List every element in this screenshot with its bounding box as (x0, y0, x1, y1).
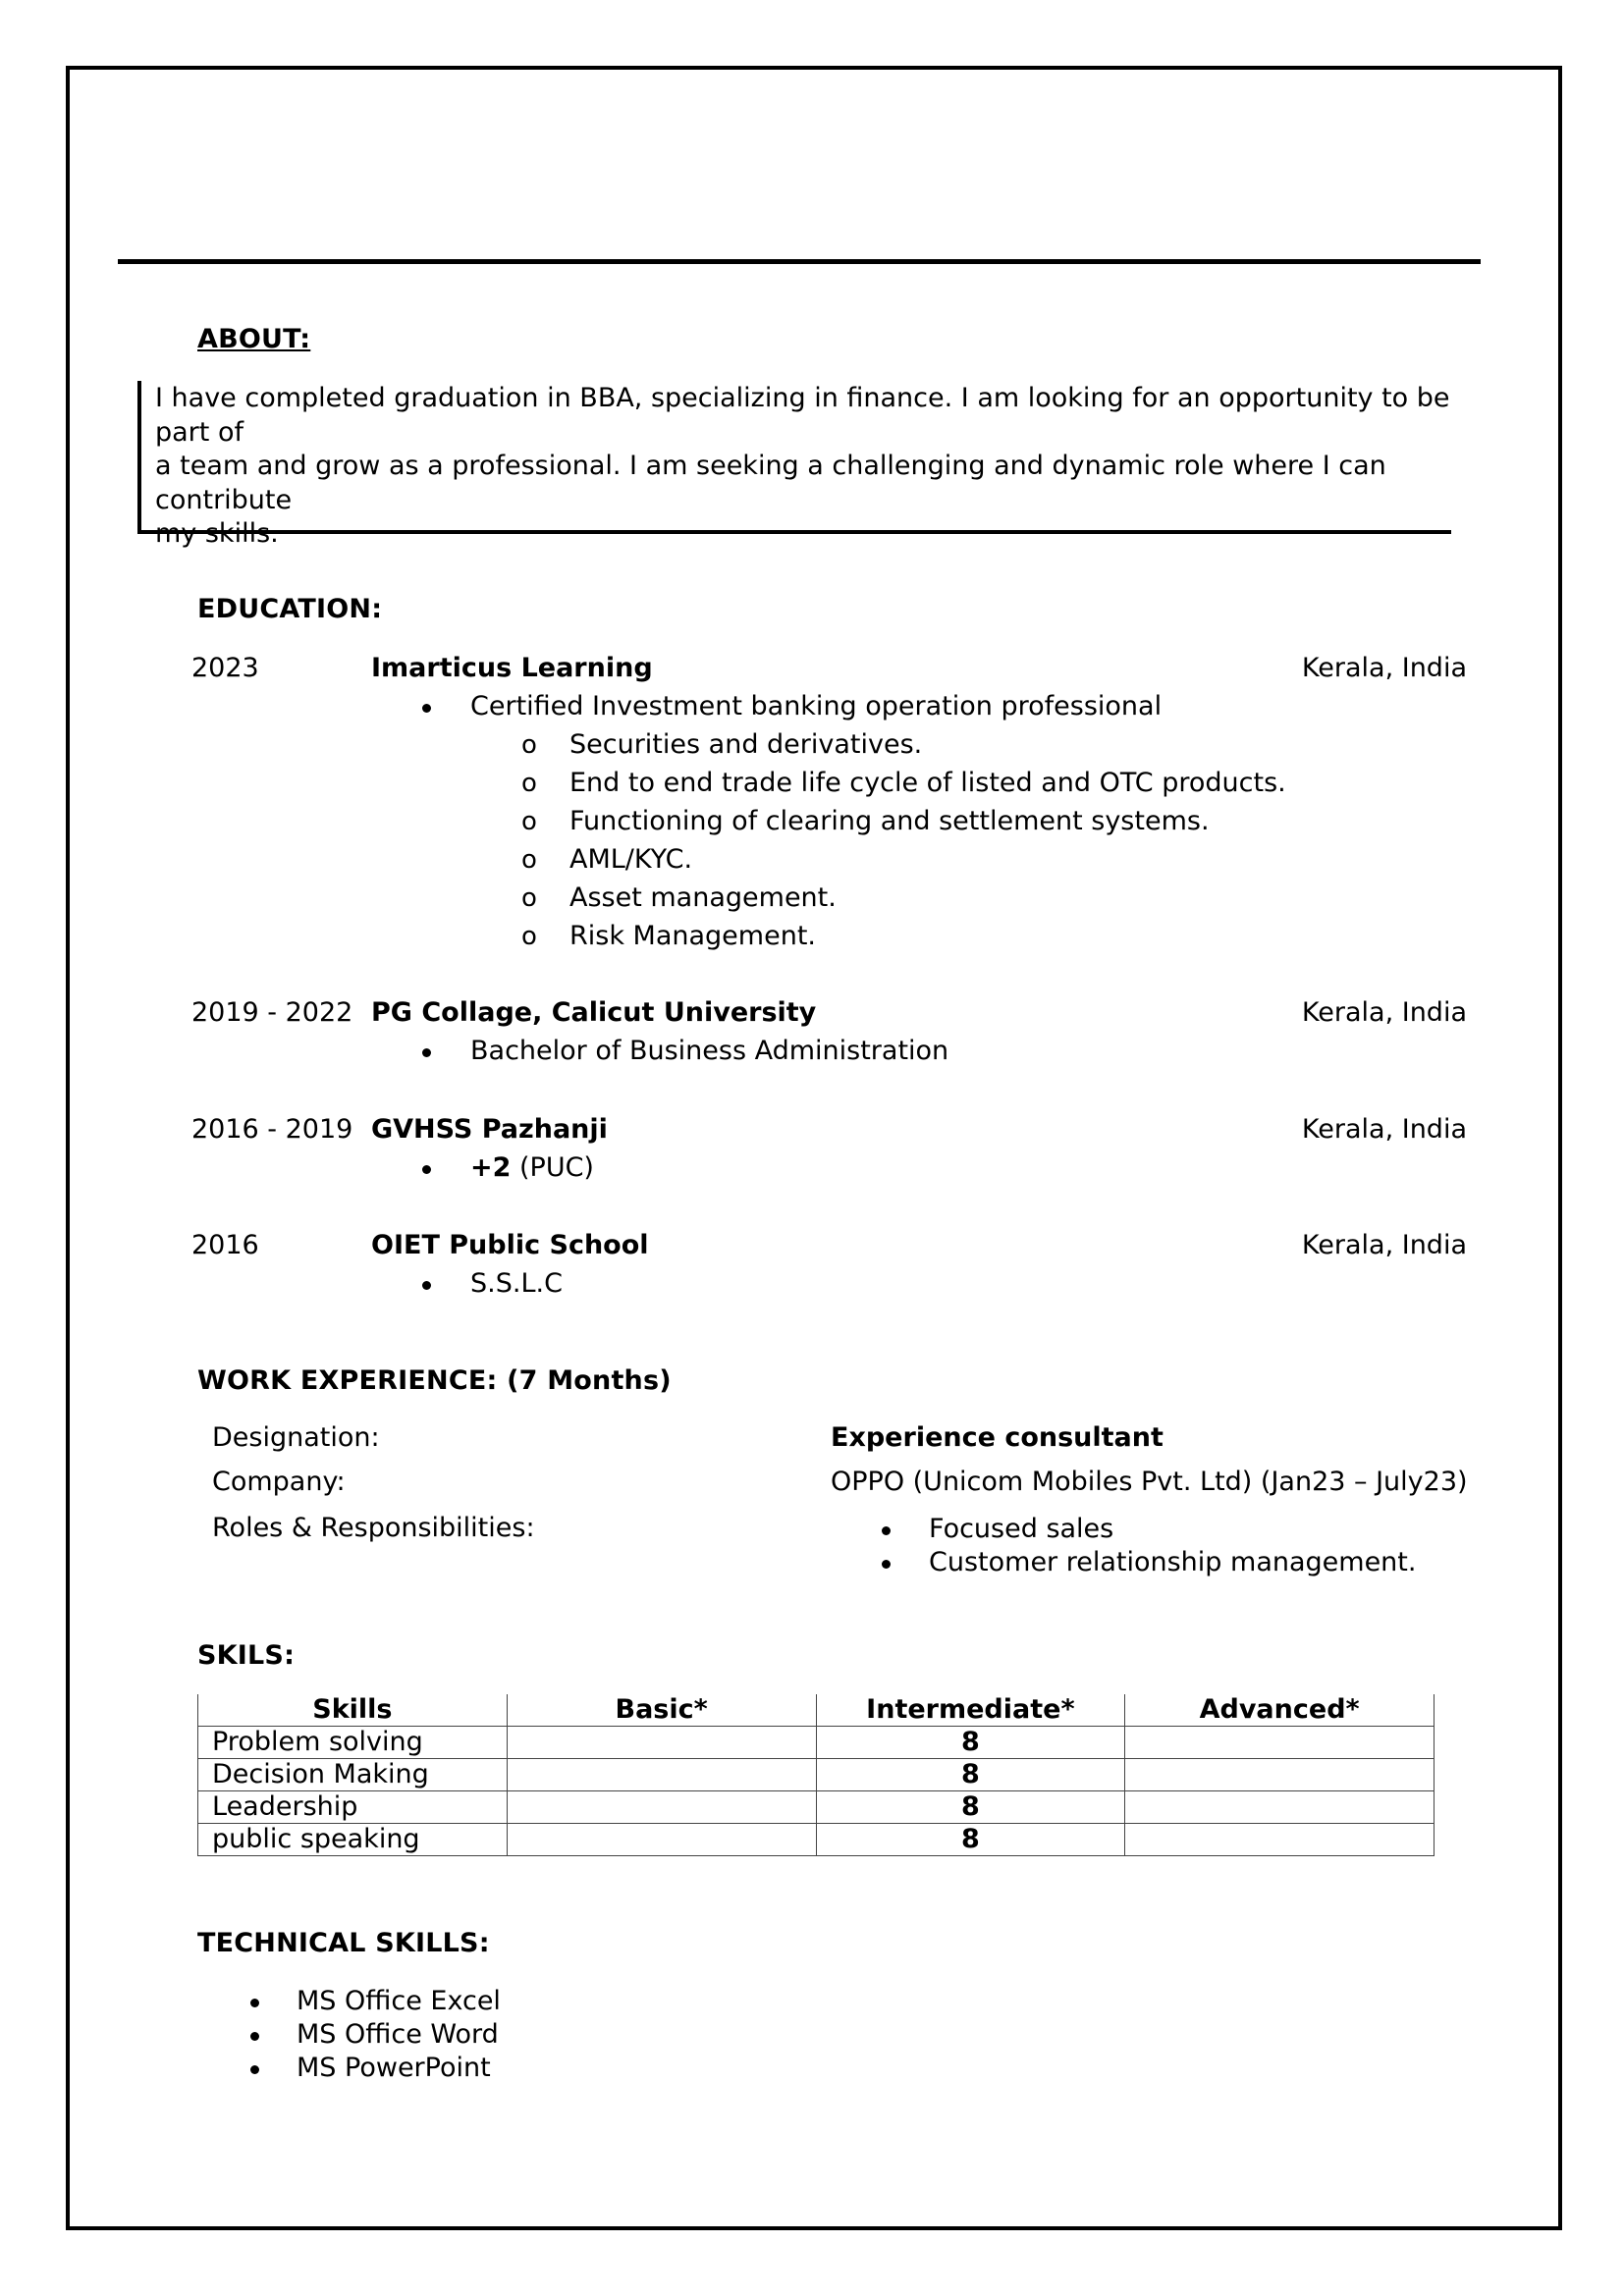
skill-intermediate: 8 (816, 1727, 1125, 1759)
skill-intermediate: 8 (816, 1759, 1125, 1791)
company-value: OPPO (Unicom Mobiles Pvt. Ltd) (Jan23 – July23) (831, 1467, 1468, 1497)
skill-name: Leadership (198, 1791, 508, 1824)
skill-advanced (1125, 1759, 1435, 1791)
education-year: 2023 (191, 653, 259, 683)
circle-bullet-icon: o (521, 922, 537, 951)
education-location: Kerala, India (1301, 653, 1467, 683)
about-line: I have completed graduation in BBA, specializing in finance. I am looking for an opportunity to be part of (155, 383, 1450, 448)
education-sub-item: Functioning of clearing and settlement systems. (569, 806, 1210, 836)
skill-advanced (1125, 1727, 1435, 1759)
technical-item: MS Office Excel (297, 1986, 501, 2016)
skill-advanced (1125, 1791, 1435, 1824)
education-institution: OIET Public School (371, 1230, 649, 1260)
table-row (198, 1727, 1435, 1759)
bullet-icon (422, 1165, 431, 1174)
table-row (198, 1824, 1435, 1856)
role-item: Customer relationship management. (929, 1547, 1417, 1577)
education-institution: GVHSS Pazhanji (371, 1114, 608, 1145)
education-institution: PG Collage, Calicut University (371, 997, 817, 1028)
skill-name: public speaking (198, 1824, 508, 1856)
column-header-intermediate: Intermediate* (816, 1694, 1125, 1727)
skill-intermediate: 8 (816, 1824, 1125, 1856)
education-bullet-bold: +2 (470, 1152, 512, 1183)
education-bullet (470, 1151, 594, 1185)
circle-bullet-icon: o (521, 807, 537, 836)
education-sub-item: Securities and derivatives. (569, 729, 923, 760)
education-bullet: Certified Investment banking operation professional (470, 691, 1163, 721)
bullet-icon (250, 2032, 259, 2041)
bullet-icon (882, 1560, 891, 1569)
table-row (198, 1791, 1435, 1824)
technical-item: MS PowerPoint (297, 2053, 491, 2083)
skill-basic (507, 1727, 816, 1759)
header-rule (118, 259, 1481, 264)
skill-advanced (1125, 1824, 1435, 1856)
work-heading: WORK EXPERIENCE: (7 Months) (197, 1365, 672, 1396)
skills-table (197, 1694, 1435, 1856)
column-header-advanced: Advanced* (1125, 1694, 1435, 1727)
skill-basic (507, 1824, 816, 1856)
education-year: 2016 (191, 1230, 259, 1260)
education-year: 2019 - 2022 (191, 997, 353, 1028)
column-header-basic: Basic* (507, 1694, 816, 1727)
designation-value: Experience consultant (831, 1422, 1164, 1453)
company-label: Company: (212, 1467, 346, 1497)
bullet-icon (422, 1281, 431, 1290)
education-sub-item: Risk Management. (569, 921, 816, 951)
circle-bullet-icon: o (521, 730, 537, 760)
education-institution: Imarticus Learning (371, 653, 653, 683)
bullet-icon (422, 704, 431, 713)
bullet-icon (250, 2065, 259, 2074)
education-sub-item: AML/KYC. (569, 844, 693, 875)
skills-heading: SKILS: (197, 1640, 296, 1671)
education-sub-item: End to end trade life cycle of listed and OTC products. (569, 768, 1286, 798)
roles-label: Roles & Responsibilities: (212, 1513, 535, 1543)
education-heading: EDUCATION: (197, 594, 383, 624)
bullet-icon (422, 1048, 431, 1057)
column-header-skills: Skills (198, 1694, 508, 1727)
about-line: a team and grow as a professional. I am seeking a challenging and dynamic role where I can contribute (155, 451, 1386, 515)
technical-item: MS Office Word (297, 2019, 499, 2050)
bullet-icon (250, 1999, 259, 2007)
about-line: my skills. (155, 518, 279, 549)
circle-bullet-icon: o (521, 883, 537, 913)
skill-name: Problem solving (198, 1727, 508, 1759)
technical-heading: TECHNICAL SKILLS: (197, 1928, 490, 1958)
circle-bullet-icon: o (521, 845, 537, 875)
skill-basic (507, 1759, 816, 1791)
table-row (198, 1759, 1435, 1791)
bullet-icon (882, 1526, 891, 1535)
education-location: Kerala, India (1301, 1114, 1467, 1145)
about-text (155, 382, 1451, 552)
education-year: 2016 - 2019 (191, 1114, 353, 1145)
education-location: Kerala, India (1301, 1230, 1467, 1260)
education-sub-item: Asset management. (569, 882, 837, 913)
education-bullet-rest: (PUC) (511, 1152, 594, 1183)
designation-label: Designation: (212, 1422, 380, 1453)
circle-bullet-icon: o (521, 769, 537, 798)
about-heading: ABOUT: (197, 324, 311, 354)
skill-intermediate: 8 (816, 1791, 1125, 1824)
education-bullet: Bachelor of Business Administration (470, 1036, 949, 1066)
education-location: Kerala, India (1301, 997, 1467, 1028)
role-item: Focused sales (929, 1514, 1114, 1544)
education-bullet: S.S.L.C (470, 1268, 563, 1299)
skills-header-row (198, 1694, 1435, 1727)
skill-name: Decision Making (198, 1759, 508, 1791)
skill-basic (507, 1791, 816, 1824)
